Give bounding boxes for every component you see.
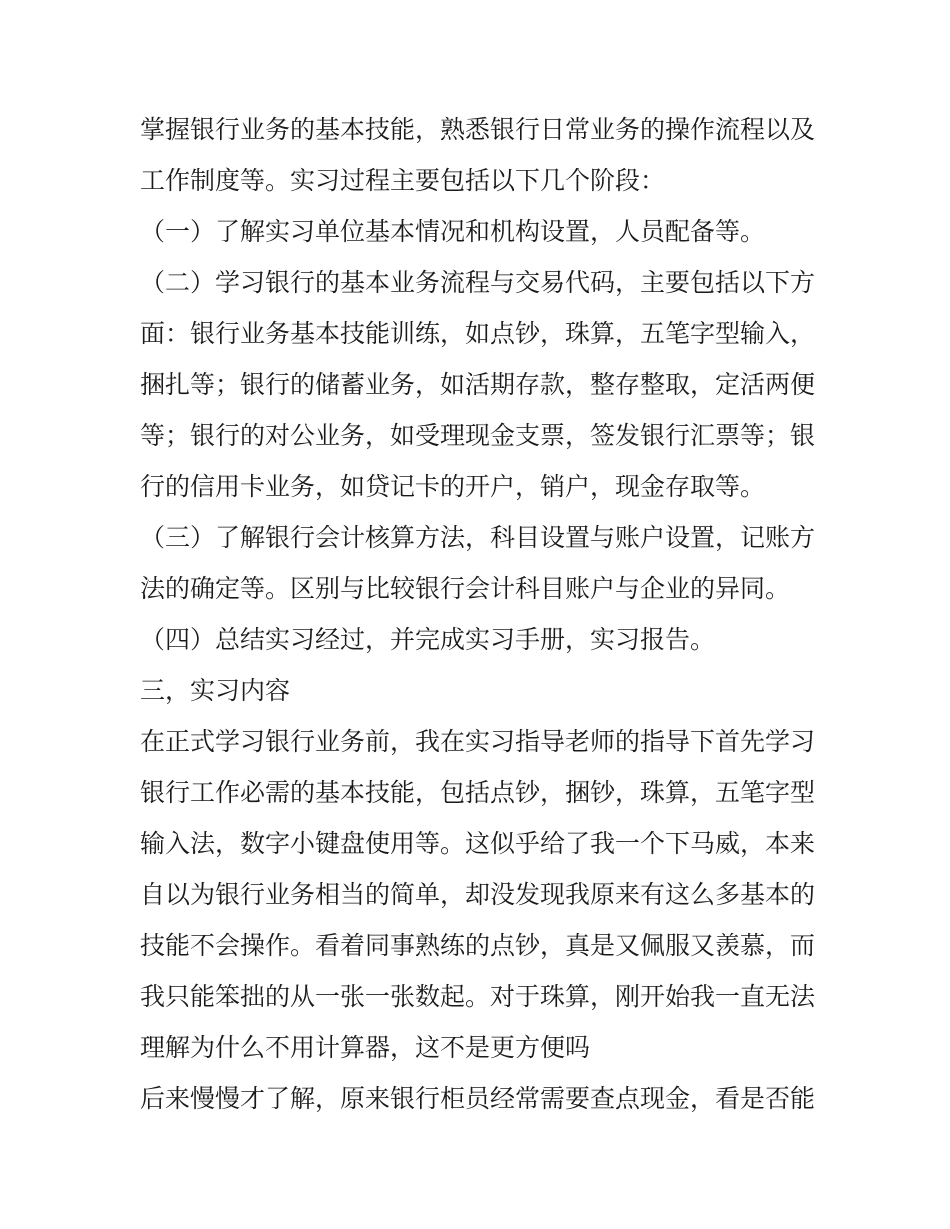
text-line: （四）总结实习经过，并完成实习手册，实习报告。 bbox=[140, 625, 716, 654]
text-line: （一）了解实习单位基本情况和机构设置，人员配备等。 bbox=[140, 217, 766, 246]
text-line: 法的确定等。区别与比较银行会计科目账户与企业的异同。 bbox=[140, 574, 791, 603]
text-line: 行的信用卡业务，如贷记卡的开户，销户，现金存取等。 bbox=[140, 472, 766, 501]
text-line: 银行工作必需的基本技能，包括点钞，捆钞，珠算，五笔字型 bbox=[140, 778, 816, 807]
text-line: 捆扎等；银行的储蓄业务，如活期存款，整存整取，定活两便 bbox=[140, 370, 816, 399]
section-heading: 三，实习内容 bbox=[140, 676, 291, 705]
text-line: 我只能笨拙的从一张一张数起。对于珠算，刚开始我一直无法 bbox=[140, 982, 816, 1011]
text-line: 输入法，数字小键盘使用等。这似乎给了我一个下马威，本来 bbox=[140, 829, 816, 858]
text-line: 面：银行业务基本技能训练，如点钞，珠算，五笔字型输入， bbox=[140, 319, 816, 348]
text-line: 理解为什么不用计算器，这不是更方便吗 bbox=[140, 1033, 591, 1062]
text-line: 技能不会操作。看着同事熟练的点钞，真是又佩服又羡慕，而 bbox=[140, 931, 816, 960]
text-line: （二）学习银行的基本业务流程与交易代码，主要包括以下方 bbox=[140, 268, 816, 297]
text-line: （三）了解银行会计核算方法，科目设置与账户设置，记账方 bbox=[140, 523, 816, 552]
text-line: 等；银行的对公业务，如受理现金支票，签发银行汇票等；银 bbox=[140, 421, 816, 450]
text-line: 掌握银行业务的基本技能，熟悉银行日常业务的操作流程以及 bbox=[140, 115, 816, 144]
text-line: 自以为银行业务相当的简单，却没发现我原来有这么多基本的 bbox=[140, 880, 816, 909]
body-text bbox=[140, 104, 820, 1124]
text-line: 后来慢慢才了解，原来银行柜员经常需要查点现金，看是否能 bbox=[140, 1084, 816, 1113]
text-line: 在正式学习银行业务前，我在实习指导老师的指导下首先学习 bbox=[140, 727, 816, 756]
text-line: 工作制度等。实习过程主要包括以下几个阶段： bbox=[140, 166, 666, 195]
